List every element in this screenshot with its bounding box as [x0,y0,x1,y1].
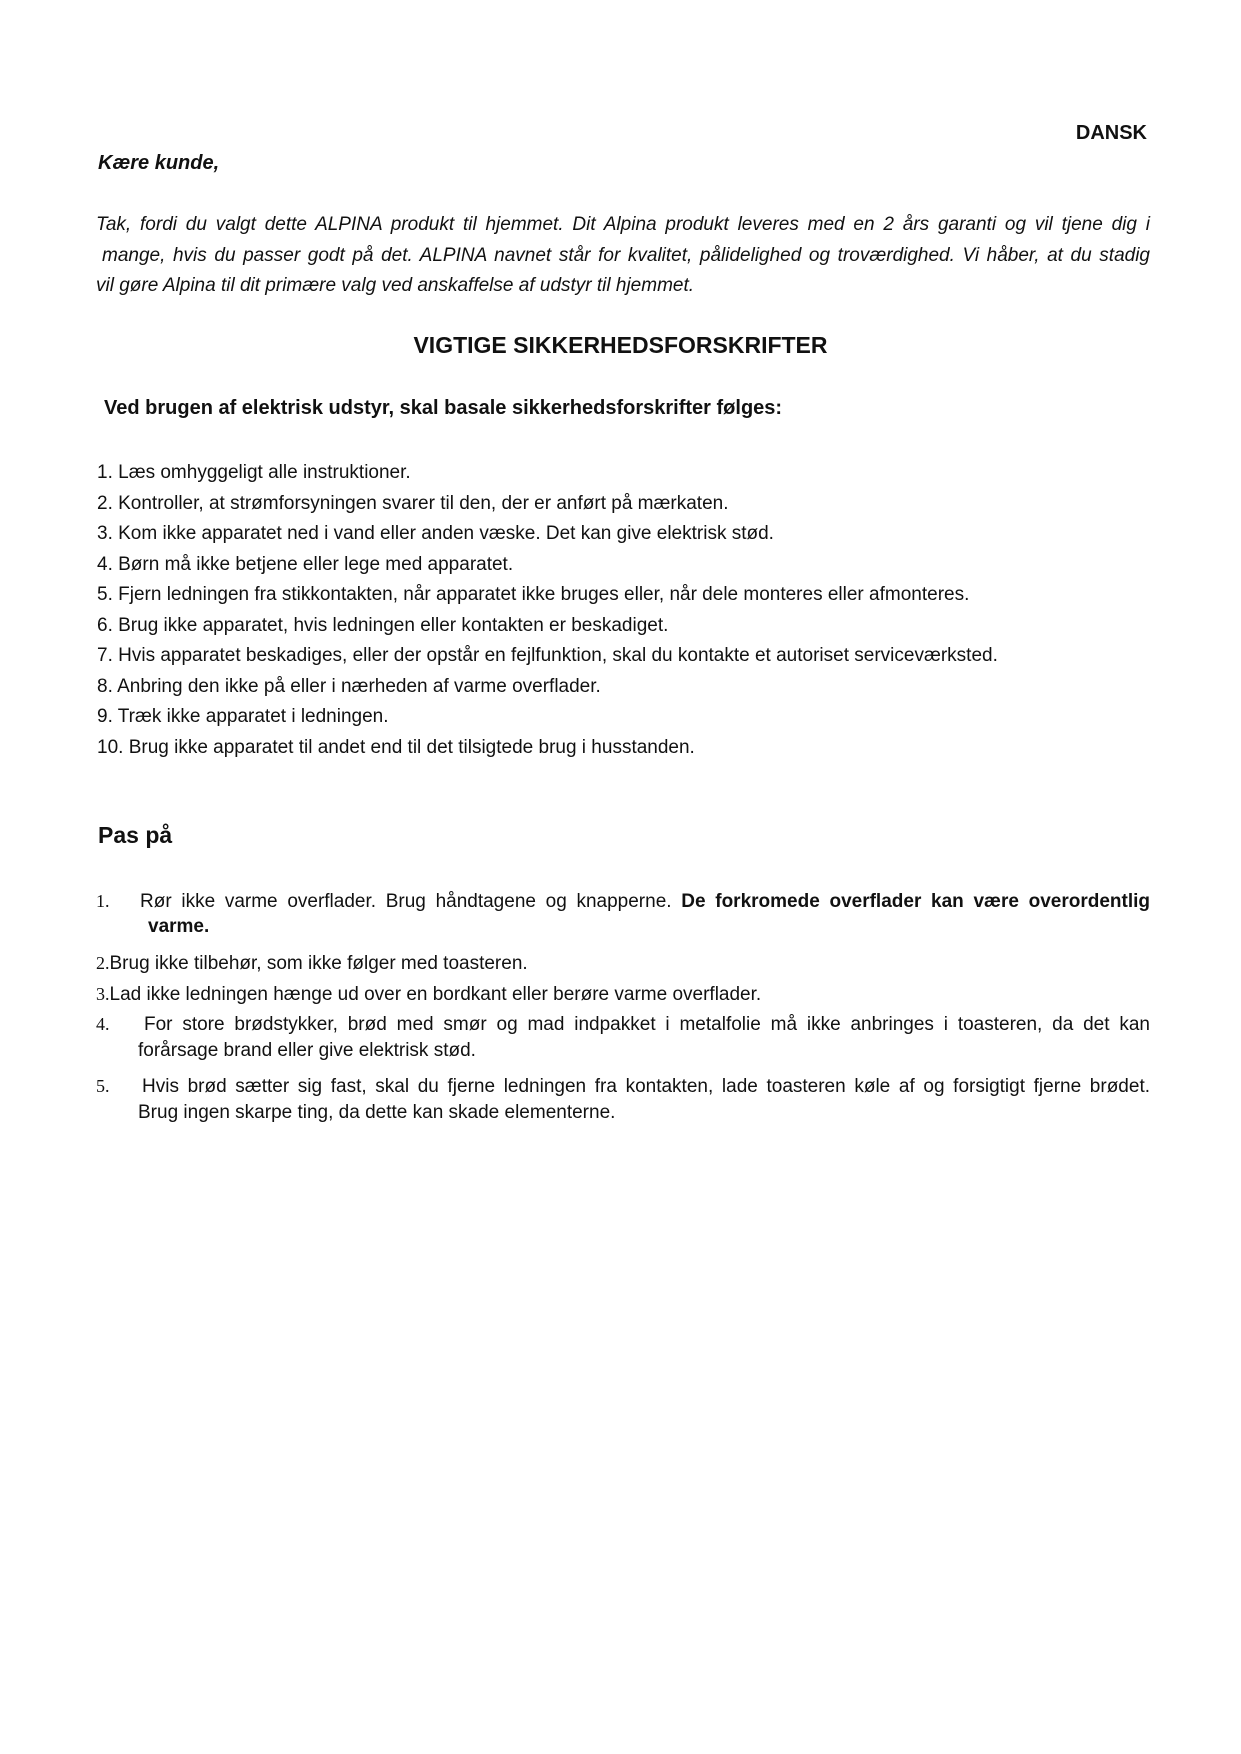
greeting: Kære kunde, [98,152,220,174]
safety-subheading: Ved brugen af elektrisk udstyr, skal basale sikkerhedsforskrifter følges: [104,397,783,419]
intro-line: mange, hvis du passer godt på det. ALPINA navnet står for kvalitet, pålidelighed og troværdighed. Vi håber, at du stadig [102,244,1150,266]
caution-text-continued: forårsage brand eller give elektrisk stød. [138,1040,476,1061]
caution-heading: Pas på [98,822,173,848]
list-item: 4. Børn må ikke betjene eller lege med apparatet. [97,553,514,575]
list-item: 3. Kom ikke apparatet ned i vand eller anden væske. Det kan give elektrisk stød. [97,523,774,544]
caution-number: 2. [96,953,110,973]
safety-heading: VIGTIGE SIKKERHEDSFORSKRIFTER [413,332,828,358]
caution-text: Brug ikke tilbehør, som ikke følger med toasteren. [109,953,528,974]
caution-text: Lad ikke ledningen hænge ud over en bordkant eller berøre varme overflader. [109,984,762,1005]
caution-number: 4. [96,1014,110,1034]
intro-line: Tak, fordi du valgt dette ALPINA produkt til hjemmet. Dit Alpina produkt leveres med en 2 års garanti og vil tjene dig i [96,214,1150,235]
list-item: 1. Læs omhyggeligt alle instruktioner. [97,462,411,483]
list-item: 5. Fjern ledningen fra stikkontakten, når apparatet ikke bruges eller, når dele monteres eller afmonteres. [97,584,970,605]
caution-text-plain: Rør ikke varme overflader. Brug håndtagene og knapperne. [140,891,672,912]
caution-text-bold-continued: varme. [148,916,210,937]
caution-number: 3. [96,984,110,1004]
caution-text-continued: Brug ingen skarpe ting, da dette kan skade elementerne. [138,1102,616,1123]
caution-text: For store brødstykker, brød med smør og mad indpakket i metalfolie må ikke anbringes i toasteren, da det kan [144,1014,1150,1035]
list-item: 8. Anbring den ikke på eller i nærheden af varme overflader. [97,675,601,697]
caution-item [96,1071,1150,1103]
safety-rules-list [97,458,998,763]
list-item: 10. Brug ikke apparatet til andet end til det tilsigtede brug i husstanden. [97,736,695,758]
intro-line: vil gøre Alpina til dit primære valg ved anskaffelse af udstyr til hjemmet. [96,275,695,296]
caution-number: 5. [96,1076,110,1096]
list-item: 7. Hvis apparatet beskadiges, eller der opstår en fejlfunktion, skal du kontakte et autoriset serviceværksted. [97,645,998,666]
caution-item [96,948,1150,980]
list-item: 6. Brug ikke apparatet, hvis ledningen eller kontakten er beskadiget. [97,614,669,636]
caution-text: Hvis brød sætter sig fast, skal du fjerne ledningen fra kontakten, lade toasteren køle af og forsigtigt fjerne brødet. [142,1076,1150,1097]
caution-item [96,979,1150,1011]
caution-text [140,887,1150,918]
caution-text-bold: De forkromede overflader kan være overordentlig [681,891,1151,912]
language-label: DANSK [1075,122,1147,144]
list-item: 2. Kontroller, at strømforsyningen svarer til den, der er anført på mærkaten. [97,492,729,514]
caution-number: 1. [96,891,110,911]
caution-item [96,1009,1150,1041]
caution-item [96,886,1150,918]
list-item: 9. Træk ikke apparatet i ledningen. [97,706,389,727]
intro-paragraph [96,210,1150,302]
